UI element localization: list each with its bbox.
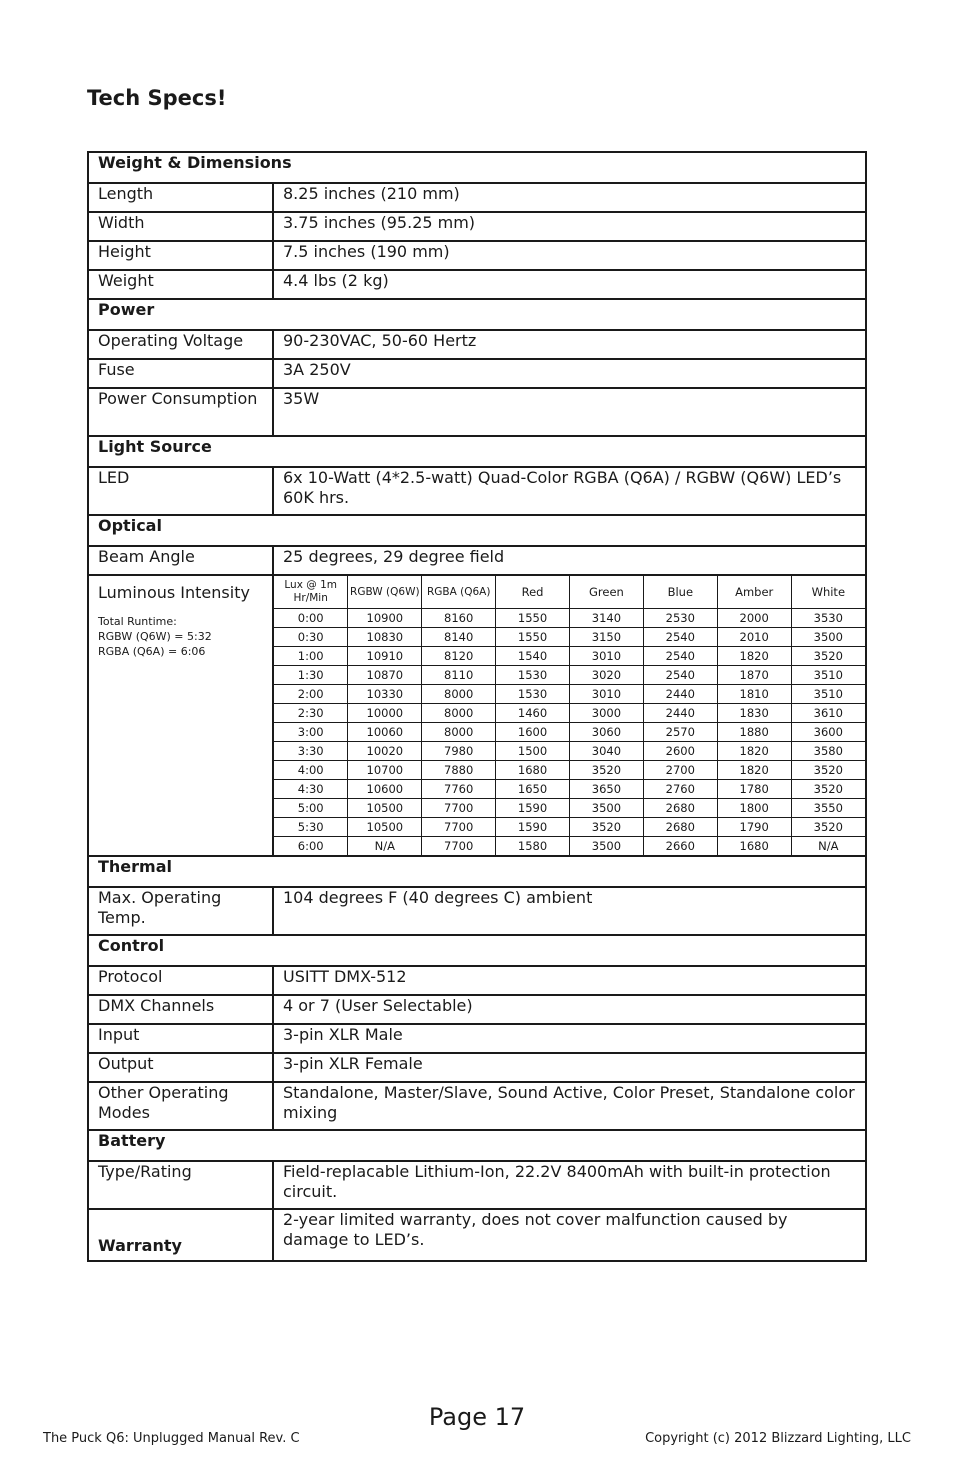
lux-cell: 8140 — [422, 628, 496, 647]
tech-specs-table — [87, 151, 867, 1262]
lux-cell: 3010 — [570, 647, 644, 666]
spec-label: Input — [88, 1024, 273, 1053]
lux-cell: 1590 — [496, 818, 570, 837]
lux-cell: 7980 — [422, 742, 496, 761]
lux-cell: 3520 — [570, 761, 644, 780]
lux-cell: 10910 — [348, 647, 422, 666]
lux-cell: N/A — [348, 837, 422, 856]
spec-row-dmx-channels — [88, 995, 866, 1024]
lux-cell: 1590 — [496, 799, 570, 818]
lux-cell: 1650 — [496, 780, 570, 799]
lux-cell: 10830 — [348, 628, 422, 647]
lux-cell: 7700 — [422, 818, 496, 837]
lux-cell: 3510 — [791, 685, 865, 704]
spec-row-led — [88, 467, 866, 515]
runtime-note — [98, 614, 263, 659]
spec-row-max-operating-temp — [88, 887, 866, 935]
lux-cell: 2700 — [643, 761, 717, 780]
spec-label: Output — [88, 1053, 273, 1082]
runtime-title: Total Runtime: — [98, 615, 177, 628]
lux-cell: 3500 — [570, 837, 644, 856]
spec-value: 35W — [273, 388, 866, 436]
section-heading-power: Power — [88, 299, 866, 330]
lux-cell: 5:30 — [274, 818, 348, 837]
lux-cell: 1820 — [717, 761, 791, 780]
lux-cell: 2760 — [643, 780, 717, 799]
lux-cell: 7700 — [422, 799, 496, 818]
spec-row-fuse — [88, 359, 866, 388]
lux-cell: 7760 — [422, 780, 496, 799]
lux-cell: 1:30 — [274, 666, 348, 685]
spec-value: Standalone, Master/Slave, Sound Active, Color Preset, Standalone color mixing — [273, 1082, 866, 1130]
lux-cell: 1550 — [496, 609, 570, 628]
lux-cell: 0:30 — [274, 628, 348, 647]
lux-cell: 1830 — [717, 704, 791, 723]
lux-row — [274, 742, 865, 761]
spec-value: 3A 250V — [273, 359, 866, 388]
lux-cell: 10500 — [348, 818, 422, 837]
footer-manual-title: The Puck Q6: Unplugged Manual Rev. C — [43, 1431, 300, 1446]
spec-row-type-rating — [88, 1161, 866, 1209]
section-heading-battery: Battery — [88, 1130, 866, 1161]
lux-cell: 7880 — [422, 761, 496, 780]
spec-label: Fuse — [88, 359, 273, 388]
spec-label: Power Consumption — [88, 388, 273, 436]
lux-cell: 2440 — [643, 685, 717, 704]
lux-cell: 1500 — [496, 742, 570, 761]
lux-cell: 3000 — [570, 704, 644, 723]
lux-cell: 2540 — [643, 647, 717, 666]
lux-cell: 1790 — [717, 818, 791, 837]
lux-cell: 2570 — [643, 723, 717, 742]
lux-cell: 2660 — [643, 837, 717, 856]
lux-header-row — [274, 576, 865, 609]
lux-cell: 10060 — [348, 723, 422, 742]
spec-row-input — [88, 1024, 866, 1053]
lux-cell: 8110 — [422, 666, 496, 685]
lux-cell: 10700 — [348, 761, 422, 780]
lux-header-cell: Red — [496, 576, 570, 609]
lux-cell: 3010 — [570, 685, 644, 704]
lux-cell: 3510 — [791, 666, 865, 685]
lux-header-cell: Green — [570, 576, 644, 609]
lux-cell: 3520 — [570, 818, 644, 837]
spec-value: 4.4 lbs (2 kg) — [273, 270, 866, 299]
spec-value: 3.75 inches (95.25 mm) — [273, 212, 866, 241]
spec-row-length — [88, 183, 866, 212]
spec-row-luminous-intensity — [88, 575, 866, 856]
spec-row-operating-voltage — [88, 330, 866, 359]
lux-cell: 1580 — [496, 837, 570, 856]
lux-row — [274, 837, 865, 856]
spec-value: 6x 10-Watt (4*2.5-watt) Quad-Color RGBA (Q6A) / RGBW (Q6W) LED’s 60K hrs. — [273, 467, 866, 515]
lux-cell: 3040 — [570, 742, 644, 761]
spec-row-warranty — [88, 1209, 866, 1261]
lux-cell: 2680 — [643, 799, 717, 818]
spec-row-width — [88, 212, 866, 241]
lux-cell: 6:00 — [274, 837, 348, 856]
lux-cell: 2530 — [643, 609, 717, 628]
lux-row — [274, 628, 865, 647]
lux-cell: 8160 — [422, 609, 496, 628]
lux-header-cell: RGBA (Q6A) — [422, 576, 496, 609]
lux-row — [274, 761, 865, 780]
lux-cell: 2440 — [643, 704, 717, 723]
lux-table-cell — [273, 575, 866, 856]
lux-cell: 3530 — [791, 609, 865, 628]
spec-row-other-operating-modes — [88, 1082, 866, 1130]
lux-cell: 3580 — [791, 742, 865, 761]
lux-cell: 4:30 — [274, 780, 348, 799]
spec-value: 4 or 7 (User Selectable) — [273, 995, 866, 1024]
lux-cell: 8000 — [422, 685, 496, 704]
spec-row-beam-angle — [88, 546, 866, 575]
spec-value: 90-230VAC, 50-60 Hertz — [273, 330, 866, 359]
spec-value: 2-year limited warranty, does not cover malfunction caused by damage to LED’s. — [273, 1209, 866, 1261]
lux-cell: 1680 — [717, 837, 791, 856]
lux-cell: 2:00 — [274, 685, 348, 704]
spec-row-weight — [88, 270, 866, 299]
spec-label: Luminous Intensity — [98, 583, 250, 602]
lux-row — [274, 609, 865, 628]
spec-label: Width — [88, 212, 273, 241]
spec-label: Other Operating Modes — [88, 1082, 273, 1130]
section-heading-weight: Weight & Dimensions — [88, 152, 866, 183]
spec-value: 25 degrees, 29 degree field — [273, 546, 866, 575]
lux-cell: 3610 — [791, 704, 865, 723]
section-heading-light-source: Light Source — [88, 436, 866, 467]
lux-cell: 4:00 — [274, 761, 348, 780]
lux-header-cell: Lux @ 1m Hr/Min — [274, 576, 348, 609]
spec-row-height — [88, 241, 866, 270]
page-title: Tech Specs! — [87, 86, 227, 110]
lux-cell: 3520 — [791, 647, 865, 666]
lux-row — [274, 723, 865, 742]
lux-cell: 1810 — [717, 685, 791, 704]
spec-label: Max. Operating Temp. — [88, 887, 273, 935]
lux-cell: 1530 — [496, 685, 570, 704]
spec-value: 7.5 inches (190 mm) — [273, 241, 866, 270]
page-number: Page 17 — [428, 1403, 526, 1431]
spec-label: DMX Channels — [88, 995, 273, 1024]
footer-copyright: Copyright (c) 2012 Blizzard Lighting, LLC — [645, 1431, 911, 1446]
lux-cell: 3500 — [570, 799, 644, 818]
spec-value: USITT DMX-512 — [273, 966, 866, 995]
section-heading-control: Control — [88, 935, 866, 966]
lux-row — [274, 780, 865, 799]
lux-row — [274, 704, 865, 723]
lux-header-cell: Blue — [643, 576, 717, 609]
lux-cell: 5:00 — [274, 799, 348, 818]
lux-cell: 1870 — [717, 666, 791, 685]
lux-cell: 3600 — [791, 723, 865, 742]
lux-cell: 2000 — [717, 609, 791, 628]
lux-cell: 10900 — [348, 609, 422, 628]
lux-cell: 10600 — [348, 780, 422, 799]
lux-cell: 10000 — [348, 704, 422, 723]
lux-cell: 3150 — [570, 628, 644, 647]
spec-value: 3-pin XLR Male — [273, 1024, 866, 1053]
spec-value: Field-replacable Lithium-Ion, 22.2V 8400mAh with built-in protection circuit. — [273, 1161, 866, 1209]
lux-cell: 3520 — [791, 780, 865, 799]
lux-header-cell: Amber — [717, 576, 791, 609]
lux-cell: 2680 — [643, 818, 717, 837]
lux-cell: 1540 — [496, 647, 570, 666]
spec-label: Height — [88, 241, 273, 270]
lux-cell: 8120 — [422, 647, 496, 666]
lux-row — [274, 685, 865, 704]
lux-row — [274, 818, 865, 837]
spec-row-protocol — [88, 966, 866, 995]
lux-cell: 1550 — [496, 628, 570, 647]
spec-label: Length — [88, 183, 273, 212]
lux-cell: 2010 — [717, 628, 791, 647]
lux-cell: N/A — [791, 837, 865, 856]
spec-label: Weight — [88, 270, 273, 299]
lux-table — [274, 576, 865, 855]
spec-row-output — [88, 1053, 866, 1082]
lux-cell: 1800 — [717, 799, 791, 818]
runtime-rgba: RGBA (Q6A) = 6:06 — [98, 645, 206, 658]
lux-cell: 3:00 — [274, 723, 348, 742]
lux-cell: 8000 — [422, 704, 496, 723]
lux-cell: 7700 — [422, 837, 496, 856]
lux-cell: 0:00 — [274, 609, 348, 628]
lux-cell: 3520 — [791, 761, 865, 780]
lux-cell: 1880 — [717, 723, 791, 742]
lux-cell: 1530 — [496, 666, 570, 685]
spec-label: LED — [88, 467, 273, 515]
lux-cell: 10330 — [348, 685, 422, 704]
section-heading-optical: Optical — [88, 515, 866, 546]
lux-cell: 2:30 — [274, 704, 348, 723]
lux-cell: 1820 — [717, 647, 791, 666]
lux-cell: 2540 — [643, 666, 717, 685]
lux-header-cell: RGBW (Q6W) — [348, 576, 422, 609]
lux-cell: 3550 — [791, 799, 865, 818]
lux-cell: 10020 — [348, 742, 422, 761]
spec-value: 104 degrees F (40 degrees C) ambient — [273, 887, 866, 935]
spec-label: Protocol — [88, 966, 273, 995]
spec-value: 8.25 inches (210 mm) — [273, 183, 866, 212]
lux-cell: 3500 — [791, 628, 865, 647]
lux-row — [274, 799, 865, 818]
lux-cell: 1820 — [717, 742, 791, 761]
lux-header-cell: White — [791, 576, 865, 609]
lux-cell: 1460 — [496, 704, 570, 723]
lux-cell: 1:00 — [274, 647, 348, 666]
runtime-rgbw: RGBW (Q6W) = 5:32 — [98, 630, 212, 643]
lux-cell: 10500 — [348, 799, 422, 818]
lux-row — [274, 647, 865, 666]
lux-cell: 3060 — [570, 723, 644, 742]
section-heading-thermal: Thermal — [88, 856, 866, 887]
lux-cell: 3020 — [570, 666, 644, 685]
spec-label: Operating Voltage — [88, 330, 273, 359]
lux-row — [274, 666, 865, 685]
lux-cell: 1680 — [496, 761, 570, 780]
spec-value: 3-pin XLR Female — [273, 1053, 866, 1082]
lux-cell: 8000 — [422, 723, 496, 742]
lux-cell: 3520 — [791, 818, 865, 837]
spec-label: Warranty — [88, 1209, 273, 1261]
lux-cell: 10870 — [348, 666, 422, 685]
lux-cell: 3:30 — [274, 742, 348, 761]
lux-cell: 2600 — [643, 742, 717, 761]
spec-row-power-consumption — [88, 388, 866, 436]
lux-cell: 1600 — [496, 723, 570, 742]
lux-cell: 1780 — [717, 780, 791, 799]
lux-cell: 3140 — [570, 609, 644, 628]
spec-label: Beam Angle — [88, 546, 273, 575]
lux-cell: 2540 — [643, 628, 717, 647]
lux-cell: 3650 — [570, 780, 644, 799]
spec-label: Type/Rating — [88, 1161, 273, 1209]
